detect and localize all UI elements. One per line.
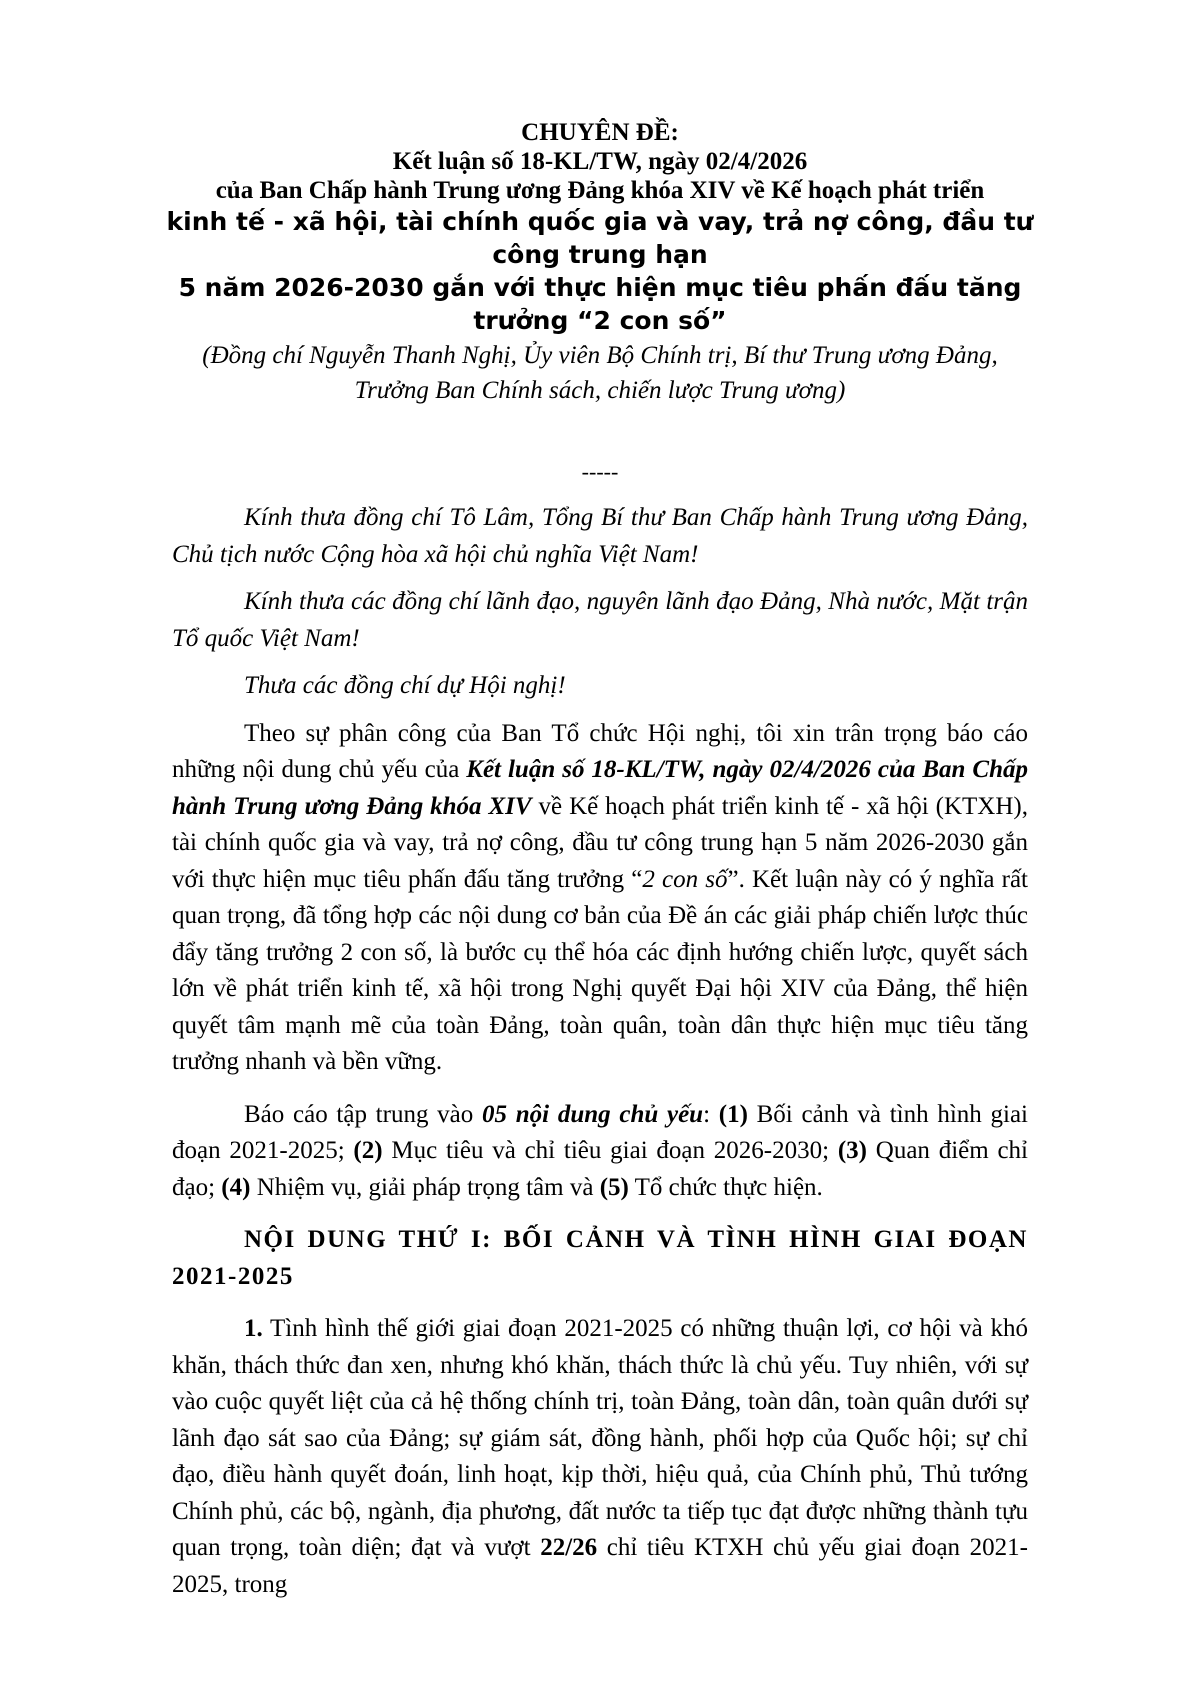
- document-body: [172, 500, 1028, 1603]
- author-line2: Trưởng Ban Chính sách, chiến lược Trung ương): [354, 377, 846, 404]
- separator: -----: [581, 459, 619, 484]
- report-outline-paragraph: Báo cáo tập trung vào 05 nội dung chủ yếu: (1) Bối cảnh và tình hình giai đoạn 2021-2025; (2) Mục tiêu và chỉ tiêu giai đoạn 2026-2030; (3) Quan điểm chỉ đạo; (4) Nhiệm vụ, giải pháp trọng tâm và (5) Tổ chức thực hiện.: [172, 1100, 1029, 1201]
- greeting-delegates: Thưa các đồng chí dự Hội nghị!: [244, 672, 566, 699]
- conclusion-reference: Kết luận số 18-KL/TW, ngày 02/4/2026 của Ban Chấp hành Trung ương Đảng khóa XIV: [172, 756, 1028, 820]
- greeting-leaders: Kính thưa các đồng chí lãnh đạo, nguyên lãnh đạo Đảng, Nhà nước, Mặt trận Tổ quốc Việt Nam!: [172, 588, 1028, 652]
- section-heading: NỘI DUNG THỨ I: BỐI CẢNH VÀ TÌNH HÌNH GIAI ĐOẠN 2021-2025: [172, 1226, 1028, 1290]
- five-contents-label: 05 nội dung chủ yếu: [482, 1100, 704, 1128]
- intro-paragraph: Theo sự phân công của Ban Tổ chức Hội nghị, tôi xin trân trọng báo cáo những nội dung chủ yếu của Kết luận số 18-KL/TW, ngày 02/4/2026 của Ban Chấp hành Trung ương Đảng khóa XIV về Kế hoạch phát triển kinh tế - xã hội (KTXH), tài chính quốc gia và vay, trả nợ công, đầu tư công trung hạn 5 năm 2026-2030 gắn với thực hiện mục tiêu phấn đấu tăng trưởng “2 con số”. Kết luận này có ý nghĩa rất quan trọng, đã tổng hợp các nội dung cơ bản của Đề án các giải pháp chiến lược thúc đẩy tăng trưởng 2 con số, là bước cụ thể hóa các định hướng chiến lược, quyết sách lớn về phát triển kinh tế, xã hội trong Nghị quyết Đại hội XIV của Đảng, thể hiện quyết tâm mạnh mẽ của toàn Đảng, toàn quân, toàn dân thực hiện mục tiêu tăng trưởng nhanh và bền vững.: [172, 719, 1028, 1075]
- plan-title-line1: kinh tế - xã hội, tài chính quốc gia và vay, trả nợ công, đầu tư công trung hạn: [166, 207, 1034, 269]
- section1-paragraph: 1. Tình hình thế giới giai đoạn 2021-2025 có những thuận lợi, cơ hội và khó khăn, thách thức đan xen, nhưng khó khăn, thách thức là chủ yếu. Tuy nhiên, với sự vào cuộc quyết liệt của cả hệ thống chính trị, toàn Đảng, toàn dân, toàn quân dưới sự lãnh đạo sát sao của Đảng; sự giám sát, đồng hành, phối hợp của Quốc hội; sự chỉ đạo, điều hành quyết đoán, linh hoạt, kịp thời, hiệu quả, của Chính phủ, Thủ tướng Chính phủ, các bộ, ngành, địa phương, đất nước ta tiếp tục đạt được những thành tựu quan trọng, toàn diện; đạt và vượt 22/26 chỉ tiêu KTXH chủ yếu giai đoạn 2021-2025, trong: [172, 1315, 1028, 1598]
- plan-title-line2: 5 năm 2026-2030 gắn với thực hiện mục tiêu phấn đấu tăng trưởng “2 con số”: [178, 273, 1022, 335]
- conclusion-subtitle: của Ban Chấp hành Trung ương Đảng khóa XIV về Kế hoạch phát triển: [215, 177, 985, 204]
- topic-label: CHUYÊN ĐỀ:: [521, 119, 679, 146]
- greeting-general-secretary: Kính thưa đồng chí Tô Lâm, Tổng Bí thư Ban Chấp hành Trung ương Đảng, Chủ tịch nước Cộng hòa xã hội chủ nghĩa Việt Nam!: [172, 504, 1028, 568]
- author-line1: (Đồng chí Nguyễn Thanh Nghị, Ủy viên Bộ Chính trị, Bí thư Trung ương Đảng,: [202, 342, 998, 369]
- conclusion-title: Kết luận số 18-KL/TW, ngày 02/4/2026: [392, 148, 808, 175]
- document-header: [150, 118, 1050, 407]
